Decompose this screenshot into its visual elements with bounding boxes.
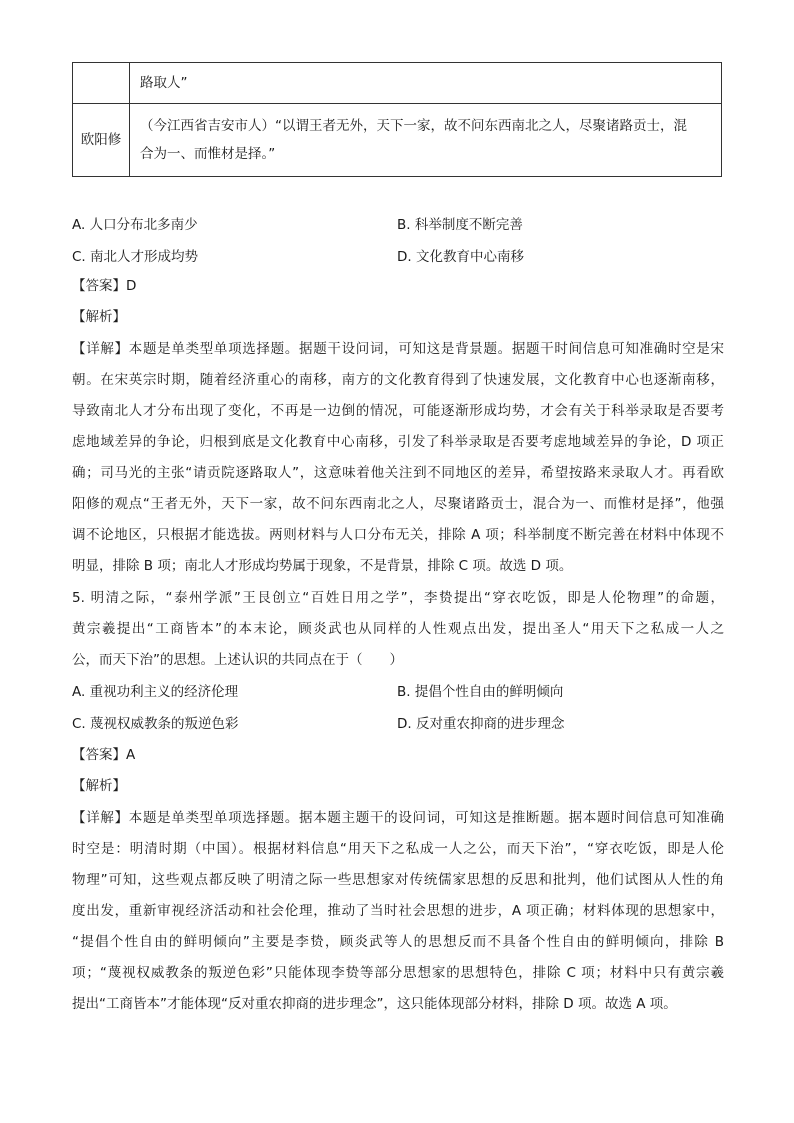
q5-answer: 【答案】A bbox=[72, 747, 136, 763]
option-b: B. 提倡个性自由的鲜明倾向 bbox=[397, 684, 564, 700]
detail-line: 虑地域差异的争论，归根到底是文化教育中心南移，引发了科举录取是否要考虑地域差异的争论，D 项正 bbox=[72, 434, 724, 450]
option-a: A. 重视功利主义的经济伦理 bbox=[72, 684, 239, 700]
q4-answer: 【答案】D bbox=[72, 278, 137, 294]
table-cell-empty bbox=[73, 63, 130, 104]
option-b: B. 科举制度不断完善 bbox=[397, 217, 523, 233]
detail-line: “提倡个性自由的鲜明倾向”主要是李贽，顾炎武等人的思想反而不具备个性自由的鲜明倾向，排除 B bbox=[72, 934, 724, 950]
detail-line: 确；司马光的主张“请贡院逐路取人”，这意味着他关注到不同地区的差异，希望按路来录取人才。再看欧 bbox=[72, 465, 724, 481]
option-a: A. 人口分布北多南少 bbox=[72, 217, 198, 233]
detail-line: 调不论地区，只根据才能选拔。两则材料与人口分布无关，排除 A 项；科举制度不断完善在材料中体现不 bbox=[72, 527, 724, 543]
table-cell-text: 路取人” bbox=[130, 63, 722, 104]
option-c: C. 蔑视权威教条的叛逆色彩 bbox=[72, 716, 239, 732]
detail-line: 阳修的观点“王者无外，天下一家，故不问东西南北之人，尽聚诸路贡士，混合为一、而惟材是择”，他强 bbox=[72, 496, 724, 512]
option-d: D. 反对重农抑商的进步理念 bbox=[397, 716, 565, 732]
table-row bbox=[73, 63, 722, 104]
stem-line: 黄宗羲提出“工商皆本”的本末论，顾炎武也从同样的人性观点出发，提出圣人“用天下之私成一人之 bbox=[72, 621, 724, 637]
detail-line: 明显，排除 B 项；南北人才形成均势属于现象，不是背景，排除 C 项。故选 D 项。 bbox=[72, 558, 573, 574]
option-d: D. 文化教育中心南移 bbox=[397, 249, 524, 265]
detail-line: 导致南北人才分布出现了变化，不再是一边倒的情况，可能逐渐形成均势，才会有关于科举录取是否要考 bbox=[72, 403, 724, 419]
options-row bbox=[72, 676, 724, 708]
detail-line: 度出发，重新审视经济活动和社会伦理，推动了当时社会思想的进步，A 项正确；材料体现的思想家中， bbox=[72, 903, 724, 919]
detail-line: 【详解】本题是单类型单项选择题。据题干设问词，可知这是背景题。据题干时间信息可知准确时空是宋 bbox=[72, 341, 724, 357]
detail-line: 时空是：明清时期（中国）。根据材料信息“用天下之私成一人之公，而天下治”，“穿衣吃饭，即是人伦 bbox=[72, 841, 724, 857]
q5-options bbox=[72, 676, 724, 740]
detail-line: 朝。在宋英宗时期，随着经济重心的南移，南方的文化教育得到了快速发展，文化教育中心也逐渐南移， bbox=[72, 372, 724, 388]
q4-analysis-label: 【解析】 bbox=[72, 309, 126, 325]
detail-line: 项；“蔑视权威教条的叛逆色彩”只能体现李贽等部分思想家的思想特色，排除 C 项；材料中只有黄宗羲 bbox=[72, 965, 724, 981]
q5-detail bbox=[72, 803, 724, 1020]
detail-line: 【详解】本题是单类型单项选择题。据本题主题干的设问词，可知这是推断题。据本题时间信息可知准确 bbox=[72, 810, 724, 826]
detail-line: 物理”可知，这些观点都反映了明清之际一些思想家对传统儒家思想的反思和批判，他们试图从人性的角 bbox=[72, 872, 724, 888]
quote-line: （今江西省吉安市人）“以谓王者无外，天下一家，故不问东西南北之人，尽聚诸路贡士，混 bbox=[140, 118, 687, 134]
table-cell-person: 欧阳修 bbox=[73, 104, 130, 177]
table-row bbox=[73, 104, 722, 177]
q4-options bbox=[72, 209, 724, 273]
stem-line: 公，而天下治”的思想。上述认识的共同点在于（ ） bbox=[72, 652, 403, 668]
source-table bbox=[72, 62, 722, 177]
quote-line: 合为一、而惟材是择。” bbox=[140, 146, 276, 162]
q5-stem bbox=[72, 583, 724, 676]
stem-line: 5. 明清之际，“泰州学派”王艮创立“百姓日用之学”，李贽提出“穿衣吃饭，即是人伦物理”的命题， bbox=[72, 590, 724, 606]
options-row bbox=[72, 708, 724, 740]
options-row bbox=[72, 241, 724, 273]
q4-detail bbox=[72, 334, 724, 582]
q5-analysis-label: 【解析】 bbox=[72, 778, 126, 794]
option-c: C. 南北人才形成均势 bbox=[72, 249, 199, 265]
options-row bbox=[72, 209, 724, 241]
detail-line: 提出“工商皆本”才能体现“反对重农抑商的进步理念”，这只能体现部分材料，排除 D 项。故选 A 项。 bbox=[72, 996, 677, 1012]
table-cell-quote bbox=[130, 104, 722, 177]
